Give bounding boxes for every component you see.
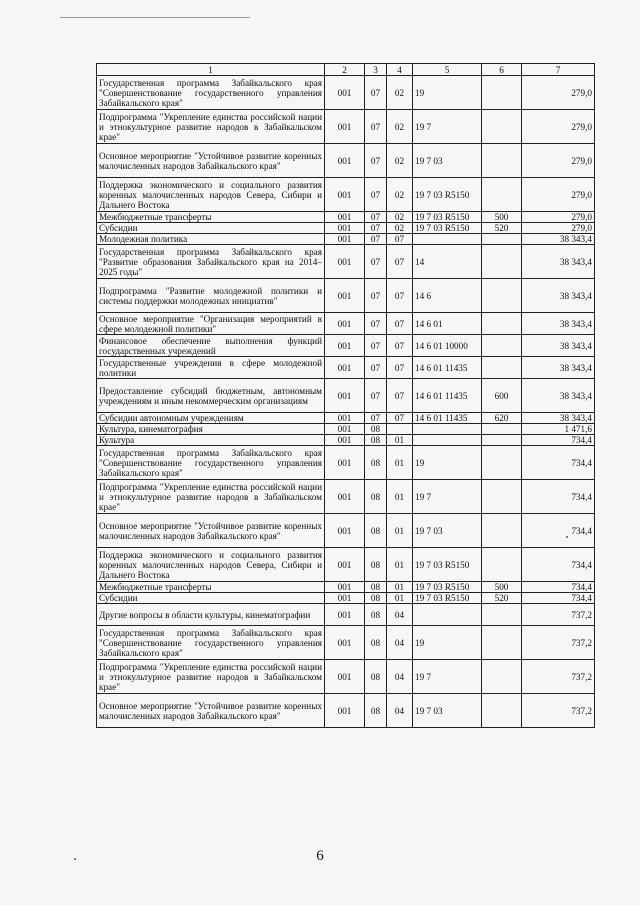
table-row <box>97 593 595 604</box>
table-row <box>97 76 595 110</box>
code-type-cell <box>482 514 522 548</box>
table-row <box>97 548 595 582</box>
code-section-cell: 07 <box>365 110 387 144</box>
amount-cell: 737,2 <box>522 660 595 694</box>
amount-cell: 38 343,4 <box>522 313 595 335</box>
code-target-cell: 19 7 03 <box>413 694 482 728</box>
code-admin-cell: 001 <box>325 548 365 582</box>
amount-cell: 1 471,6 <box>522 424 595 435</box>
code-admin-cell: 001 <box>325 178 365 212</box>
code-section-cell: 08 <box>365 514 387 548</box>
amount-cell: 38 343,4 <box>522 279 595 313</box>
table-row <box>97 245 595 279</box>
code-section-cell: 08 <box>365 660 387 694</box>
code-target-cell: 14 6 01 11435 <box>413 357 482 379</box>
code-target-cell: 14 6 <box>413 279 482 313</box>
row-name-cell: Основное мероприятие "Устойчивое развитие коренных малочисленных народов Забайкальского края" <box>97 144 325 178</box>
code-subsection-cell: 07 <box>387 313 413 335</box>
code-admin-cell: 001 <box>325 279 365 313</box>
top-scan-rule <box>60 17 250 18</box>
code-subsection-cell: 07 <box>387 279 413 313</box>
row-name-cell: Государственная программа Забайкальского края "Совершенствование государственного управления Забайкальского края" <box>97 446 325 480</box>
amount-cell: 737,2 <box>522 694 595 728</box>
table-row <box>97 144 595 178</box>
row-name-cell: Межбюджетные трансферты <box>97 582 325 593</box>
amount-cell: 734,4 <box>522 480 595 514</box>
code-type-cell <box>482 548 522 582</box>
code-section-cell: 08 <box>365 435 387 446</box>
code-type-cell <box>482 279 522 313</box>
table-row <box>97 178 595 212</box>
code-subsection-cell: 02 <box>387 178 413 212</box>
table-row <box>97 424 595 435</box>
code-type-cell <box>482 234 522 245</box>
code-admin-cell: 001 <box>325 413 365 424</box>
code-type-cell: 600 <box>482 379 522 413</box>
table-row <box>97 223 595 234</box>
row-name-cell: Субсидии автономным учреждениям <box>97 413 325 424</box>
row-name-cell: Государственные учреждения в сфере молодежной политики <box>97 357 325 379</box>
code-subsection-cell: 07 <box>387 245 413 279</box>
code-section-cell: 07 <box>365 279 387 313</box>
code-section-cell: 08 <box>365 424 387 435</box>
code-type-cell <box>482 357 522 379</box>
row-name-cell: Основное мероприятие "Устойчивое развитие коренных малочисленных народов Забайкальского края" <box>97 694 325 728</box>
table-row <box>97 694 595 728</box>
amount-cell: 38 343,4 <box>522 413 595 424</box>
code-section-cell: 07 <box>365 76 387 110</box>
code-subsection-cell <box>387 424 413 435</box>
code-type-cell <box>482 313 522 335</box>
code-type-cell: 520 <box>482 593 522 604</box>
code-admin-cell: 001 <box>325 144 365 178</box>
code-type-cell <box>482 144 522 178</box>
code-target-cell: 14 6 01 10000 <box>413 335 482 357</box>
table-row <box>97 413 595 424</box>
code-target-cell: 14 <box>413 245 482 279</box>
code-type-cell <box>482 694 522 728</box>
code-type-cell <box>482 626 522 660</box>
code-subsection-cell: 04 <box>387 694 413 728</box>
amount-cell: 279,0 <box>522 110 595 144</box>
code-section-cell: 08 <box>365 446 387 480</box>
row-name-cell: Подпрограмма "Укрепление единства российской нации и этнокультурное развитие народов в Забайкальском крае" <box>97 660 325 694</box>
budget-table <box>96 63 595 728</box>
code-admin-cell: 001 <box>325 514 365 548</box>
amount-cell: 279,0 <box>522 212 595 223</box>
code-admin-cell: 001 <box>325 480 365 514</box>
code-admin-cell: 001 <box>325 582 365 593</box>
code-target-cell: 19 <box>413 76 482 110</box>
amount-cell: 737,2 <box>522 626 595 660</box>
code-section-cell: 08 <box>365 593 387 604</box>
code-target-cell: 19 <box>413 446 482 480</box>
scan-speck <box>74 858 76 860</box>
code-admin-cell: 001 <box>325 313 365 335</box>
row-name-cell: Финансовое обеспечение выполнения функций государственных учреждений <box>97 335 325 357</box>
table-row <box>97 604 595 626</box>
code-admin-cell: 001 <box>325 76 365 110</box>
code-section-cell: 07 <box>365 357 387 379</box>
code-section-cell: 08 <box>365 548 387 582</box>
code-admin-cell: 001 <box>325 245 365 279</box>
code-target-cell: 19 7 <box>413 480 482 514</box>
code-target-cell: 19 7 03 <box>413 144 482 178</box>
table-row <box>97 313 595 335</box>
code-admin-cell: 001 <box>325 379 365 413</box>
amount-cell: 734,4 <box>522 514 595 548</box>
code-target-cell <box>413 604 482 626</box>
code-subsection-cell: 02 <box>387 212 413 223</box>
code-target-cell: 19 7 03 R5150 <box>413 178 482 212</box>
amount-cell: 279,0 <box>522 76 595 110</box>
code-admin-cell: 001 <box>325 446 365 480</box>
table-row <box>97 582 595 593</box>
column-header: 6 <box>482 64 522 76</box>
code-subsection-cell: 02 <box>387 223 413 234</box>
code-admin-cell: 001 <box>325 424 365 435</box>
amount-cell: 279,0 <box>522 178 595 212</box>
code-section-cell: 07 <box>365 223 387 234</box>
amount-cell: 734,4 <box>522 548 595 582</box>
code-subsection-cell: 01 <box>387 435 413 446</box>
row-name-cell: Другие вопросы в области культуры, кинематографии <box>97 604 325 626</box>
code-type-cell <box>482 245 522 279</box>
code-type-cell <box>482 660 522 694</box>
code-target-cell <box>413 234 482 245</box>
amount-cell: 734,4 <box>522 593 595 604</box>
table-row <box>97 110 595 144</box>
code-subsection-cell: 07 <box>387 234 413 245</box>
code-section-cell: 07 <box>365 212 387 223</box>
row-name-cell: Подпрограмма "Развитие молодежной политики и системы поддержки молодежных инициатив" <box>97 279 325 313</box>
code-target-cell <box>413 424 482 435</box>
table-row <box>97 335 595 357</box>
amount-cell: 279,0 <box>522 223 595 234</box>
code-subsection-cell: 07 <box>387 413 413 424</box>
code-subsection-cell: 07 <box>387 357 413 379</box>
code-type-cell <box>482 178 522 212</box>
scan-speck <box>566 536 568 538</box>
code-type-cell <box>482 435 522 446</box>
table-row <box>97 379 595 413</box>
code-admin-cell: 001 <box>325 626 365 660</box>
row-name-cell: Поддержка экономического и социального развития коренных малочисленных народов Севера, Сибири и Дальнего Востока <box>97 548 325 582</box>
row-name-cell: Подпрограмма "Укрепление единства российской нации и этнокультурное развитие народов в Забайкальском крае" <box>97 110 325 144</box>
code-admin-cell: 001 <box>325 357 365 379</box>
code-target-cell: 19 7 03 R5150 <box>413 548 482 582</box>
code-section-cell: 07 <box>365 413 387 424</box>
code-subsection-cell: 01 <box>387 480 413 514</box>
code-subsection-cell: 01 <box>387 593 413 604</box>
code-admin-cell: 001 <box>325 335 365 357</box>
code-target-cell: 19 <box>413 626 482 660</box>
row-name-cell: Молодежная политика <box>97 234 325 245</box>
code-admin-cell: 001 <box>325 660 365 694</box>
code-type-cell <box>482 76 522 110</box>
code-section-cell: 07 <box>365 234 387 245</box>
code-subsection-cell: 02 <box>387 76 413 110</box>
code-section-cell: 07 <box>365 178 387 212</box>
code-type-cell: 620 <box>482 413 522 424</box>
column-header: 4 <box>387 64 413 76</box>
row-name-cell: Государственная программа Забайкальского края "Развитие образования Забайкальского края на 2014–2025 годы" <box>97 245 325 279</box>
column-header: 3 <box>365 64 387 76</box>
row-name-cell: Основное мероприятие "Устойчивое развитие коренных малочисленных народов Забайкальского края" <box>97 514 325 548</box>
code-target-cell: 19 7 <box>413 660 482 694</box>
code-admin-cell: 001 <box>325 593 365 604</box>
code-admin-cell: 001 <box>325 212 365 223</box>
row-name-cell: Основное мероприятие "Организация мероприятий в сфере молодежной политики" <box>97 313 325 335</box>
amount-cell: 38 343,4 <box>522 379 595 413</box>
code-subsection-cell: 01 <box>387 548 413 582</box>
table-row <box>97 480 595 514</box>
amount-cell: 734,4 <box>522 582 595 593</box>
code-target-cell: 19 7 03 R5150 <box>413 582 482 593</box>
column-number-row <box>97 64 595 76</box>
code-type-cell <box>482 110 522 144</box>
code-target-cell: 14 6 01 11435 <box>413 379 482 413</box>
code-target-cell: 14 6 01 11435 <box>413 413 482 424</box>
amount-cell: 38 343,4 <box>522 335 595 357</box>
code-section-cell: 08 <box>365 480 387 514</box>
code-admin-cell: 001 <box>325 694 365 728</box>
code-type-cell <box>482 335 522 357</box>
code-target-cell: 19 7 <box>413 110 482 144</box>
code-subsection-cell: 02 <box>387 144 413 178</box>
table-body <box>97 64 595 728</box>
code-section-cell: 07 <box>365 144 387 178</box>
code-section-cell: 07 <box>365 379 387 413</box>
row-name-cell: Субсидии <box>97 593 325 604</box>
code-subsection-cell: 01 <box>387 582 413 593</box>
code-target-cell: 14 6 01 <box>413 313 482 335</box>
code-target-cell: 19 7 03 <box>413 514 482 548</box>
table-row <box>97 357 595 379</box>
code-type-cell <box>482 604 522 626</box>
code-subsection-cell: 04 <box>387 660 413 694</box>
amount-cell: 734,4 <box>522 435 595 446</box>
table-row <box>97 626 595 660</box>
code-type-cell: 500 <box>482 582 522 593</box>
code-subsection-cell: 04 <box>387 604 413 626</box>
code-admin-cell: 001 <box>325 435 365 446</box>
code-admin-cell: 001 <box>325 110 365 144</box>
row-name-cell: Культура <box>97 435 325 446</box>
code-admin-cell: 001 <box>325 223 365 234</box>
row-name-cell: Субсидии <box>97 223 325 234</box>
row-name-cell: Культура, кинематография <box>97 424 325 435</box>
code-section-cell: 08 <box>365 626 387 660</box>
column-header: 1 <box>97 64 325 76</box>
code-section-cell: 07 <box>365 245 387 279</box>
code-subsection-cell: 01 <box>387 446 413 480</box>
code-target-cell <box>413 435 482 446</box>
column-header: 7 <box>522 64 595 76</box>
column-header: 2 <box>325 64 365 76</box>
code-section-cell: 08 <box>365 582 387 593</box>
row-name-cell: Государственная программа Забайкальского края "Совершенствование государственного управления Забайкальского края" <box>97 76 325 110</box>
table-row <box>97 514 595 548</box>
table-row <box>97 212 595 223</box>
row-name-cell: Предоставление субсидий бюджетным, автономным учреждениям и иным некоммерческим организациям <box>97 379 325 413</box>
code-type-cell <box>482 424 522 435</box>
amount-cell: 38 343,4 <box>522 357 595 379</box>
amount-cell: 279,0 <box>522 144 595 178</box>
code-section-cell: 07 <box>365 313 387 335</box>
row-name-cell: Поддержка экономического и социального развития коренных малочисленных народов Севера, Сибири и Дальнего Востока <box>97 178 325 212</box>
code-subsection-cell: 07 <box>387 335 413 357</box>
column-header: 5 <box>413 64 482 76</box>
code-subsection-cell: 02 <box>387 110 413 144</box>
code-type-cell: 520 <box>482 223 522 234</box>
row-name-cell: Подпрограмма "Укрепление единства российской нации и этнокультурное развитие народов в Забайкальском крае" <box>97 480 325 514</box>
code-target-cell: 19 7 03 R5150 <box>413 223 482 234</box>
code-type-cell <box>482 480 522 514</box>
code-section-cell: 07 <box>365 335 387 357</box>
code-type-cell <box>482 446 522 480</box>
table-row <box>97 279 595 313</box>
amount-cell: 737,2 <box>522 604 595 626</box>
code-section-cell: 08 <box>365 694 387 728</box>
code-subsection-cell: 04 <box>387 626 413 660</box>
code-subsection-cell: 07 <box>387 379 413 413</box>
code-target-cell: 19 7 03 R5150 <box>413 212 482 223</box>
table-row <box>97 234 595 245</box>
amount-cell: 38 343,4 <box>522 245 595 279</box>
table-row <box>97 660 595 694</box>
amount-cell: 734,4 <box>522 446 595 480</box>
row-name-cell: Межбюджетные трансферты <box>97 212 325 223</box>
code-target-cell: 19 7 03 R5150 <box>413 593 482 604</box>
table-row <box>97 446 595 480</box>
page-number: 6 <box>316 848 324 864</box>
code-section-cell: 08 <box>365 604 387 626</box>
row-name-cell: Государственная программа Забайкальского края "Совершенствование государственного управления Забайкальского края" <box>97 626 325 660</box>
amount-cell: 38 343,4 <box>522 234 595 245</box>
code-admin-cell: 001 <box>325 234 365 245</box>
code-subsection-cell: 01 <box>387 514 413 548</box>
code-type-cell: 500 <box>482 212 522 223</box>
table-row <box>97 435 595 446</box>
code-admin-cell: 001 <box>325 604 365 626</box>
